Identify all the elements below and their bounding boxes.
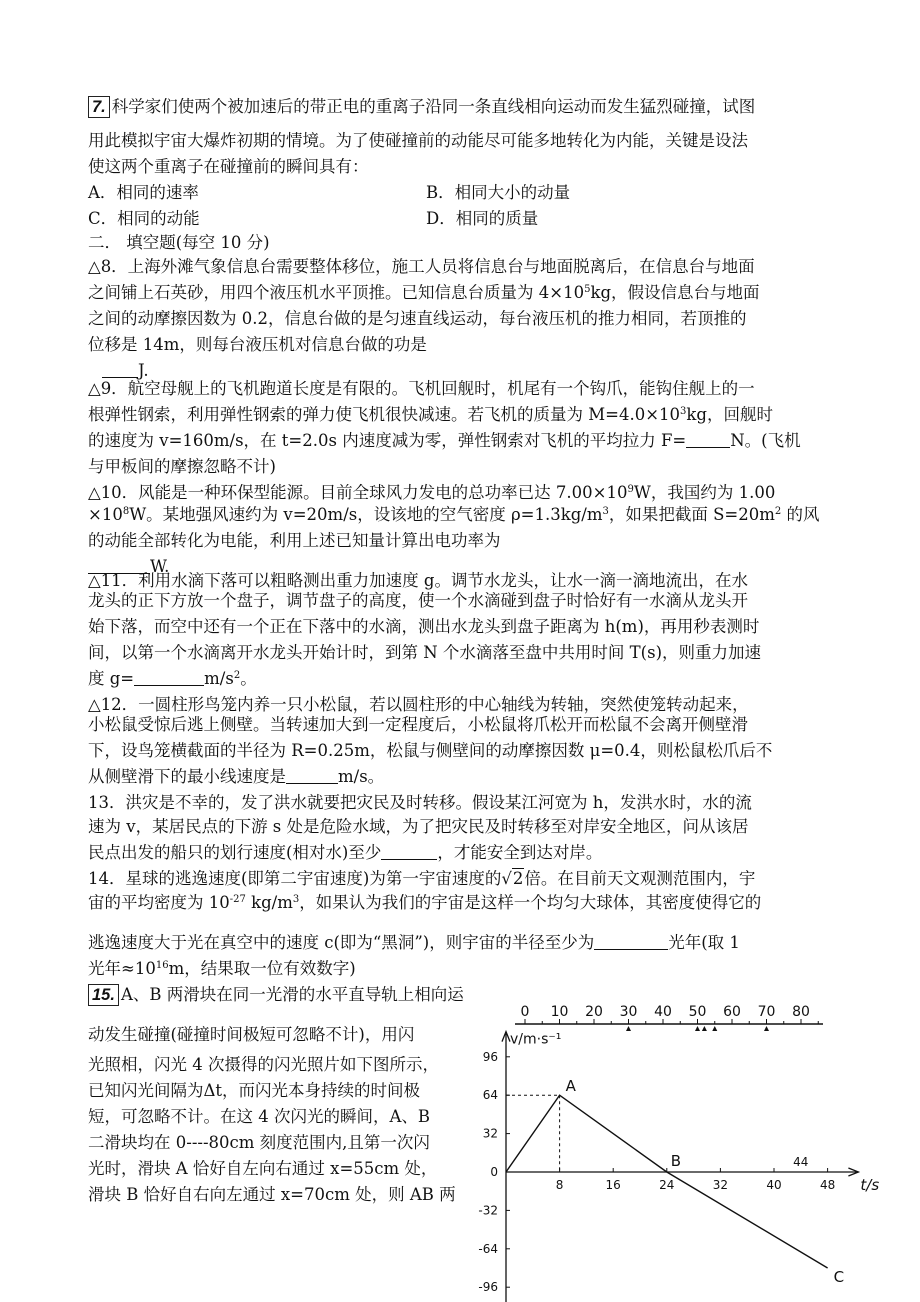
- q8-line-2: 之间铺上石英砂，用四个液压机水平顶推。已知信息台质量为 $4\times 10^5kg$，假设信息台与地面: [88, 283, 760, 302]
- question-number-7: 7.: [88, 96, 110, 118]
- q8-line-1: △8．上海外滩气象信息台需要整体移位，施工人员将信息台与地面脱离后，在信息台与地面: [88, 257, 755, 276]
- y-tick-label: 96: [482, 1049, 498, 1064]
- q7-options-row-1: [88, 182, 764, 204]
- q8-answer-blank[interactable]: [102, 361, 138, 378]
- x-tick-label: 24: [659, 1178, 675, 1192]
- q7-option-c[interactable]: C．相同的动能: [88, 209, 200, 228]
- q11-line-5: 度 $g= m/s^2$。: [88, 669, 257, 688]
- q11-line-2: 龙头的正下方放一个盘子，调节盘子的高度，使一个水滴碰到盘子时恰好有一水滴从龙头开: [88, 591, 748, 610]
- x-tick-label: 40: [766, 1178, 782, 1192]
- y-tick-label: -32: [478, 1203, 498, 1218]
- x-extra-label: 44: [793, 1155, 809, 1169]
- q12-line-4: 从侧壁滑下的最小线速度是 m/s。: [88, 767, 385, 786]
- ruler-tick-label: 70: [757, 1004, 776, 1020]
- ruler-tick-label: 20: [585, 1004, 603, 1020]
- q11-line-3: 始下落，而空中还有一个正在下落中的水滴，测出水龙头到盘子距离为 h(m)，再用秒表测时: [88, 617, 760, 636]
- q9-line-4: 与甲板间的摩擦忽略不计): [88, 457, 276, 476]
- q14-line-2: 宙的平均密度为 $10^{-27}$ $kg/m^3$，如果认为我们的宇宙是这样一个均匀大球体，其密度使得它的: [88, 893, 762, 912]
- velocity-time-graph: [470, 1030, 880, 1302]
- q11-answer-blank[interactable]: [134, 669, 204, 686]
- y-tick-label: 32: [482, 1126, 498, 1141]
- q15-line-6: 二滑块均在 0----80cm 刻度范围内,且第一次闪: [88, 1133, 430, 1152]
- q9-line-1: △9．航空母舰上的飞机跑道长度是有限的。飞机回舰时，机尾有一个钩爪，能钩住舰上的一: [88, 379, 755, 398]
- x-tick-label: 8: [555, 1178, 564, 1192]
- ruler-tick-label: 30: [619, 1004, 638, 1020]
- q8-line-4: 位移是 14m，则每台液压机对信息台做的功是: [88, 335, 427, 354]
- q13-answer-blank[interactable]: [381, 843, 437, 860]
- section-2-heading: 二． 填空题(每空 10 分): [88, 233, 270, 252]
- q11-line-1: △11．利用水滴下落可以粗略测出重力加速度 g。调节水龙头，让水一滴一滴地流出，在水: [88, 571, 748, 590]
- point-label-b: B: [670, 1152, 682, 1170]
- x-tick-label: 16: [605, 1178, 621, 1192]
- q14-answer-blank[interactable]: [594, 933, 668, 950]
- question-number-15: 15.: [88, 984, 119, 1006]
- y-tick-label: 64: [482, 1088, 498, 1103]
- q11-line-4: 间，以第一个水滴离开水龙头开始计时，到第 N 个水滴落至盘中共用时间 T(s)，则重力加速: [88, 643, 762, 662]
- q9-line-3: 的速度为 v=160m/s，在 t=2.0s 内速度减为零，弹性钢索对飞机的平均拉力 F= N。(飞机: [88, 431, 801, 450]
- q7-options-row-2: [88, 208, 764, 230]
- point-label-c: C: [833, 1268, 845, 1286]
- y-axis-label: v/m·s⁻¹: [510, 1031, 562, 1048]
- q15-line-3: 光照相，闪光 4 次摄得的闪光照片如下图所示，: [88, 1055, 439, 1074]
- ruler-tick-label: 80: [792, 1004, 810, 1020]
- q15-line-4: 已知闪光间隔为Δt，而闪光本身持续的时间极: [88, 1081, 421, 1100]
- q9-answer-blank[interactable]: [686, 431, 730, 448]
- q15-line-7: 光时，滑块 A 恰好自左向右通过 x=55cm 处，: [88, 1159, 438, 1178]
- point-label-a: A: [565, 1077, 576, 1096]
- q15-line-5: 短，可忽略不计。在这 4 次闪光的瞬间，A、B: [88, 1107, 431, 1126]
- q7-text: 科学家们使两个被加速后的带正电的重离子沿同一条直线相向运动而发生猛烈碰撞，试图: [111, 97, 756, 116]
- q12-line-1: △12．一圆柱形鸟笼内养一只小松鼠，若以圆柱形的中心轴线为转轴，突然使笼转动起来，: [88, 695, 749, 714]
- x-tick-label: 32: [712, 1178, 729, 1192]
- q7-option-a[interactable]: A．相同的速率: [88, 183, 199, 202]
- q13-line-2: 速为 v，某居民点的下游 s 处是危险水域，为了把灾民及时转移至对岸安全地区，问从该居: [88, 817, 749, 836]
- ruler-tick-label: 0: [520, 1004, 530, 1020]
- q9-line-2: 根弹性钢索，利用弹性钢索的弹力使飞机很快减速。若飞机的质量为 $M=4.0\times 10^3kg$，回舰时: [88, 405, 773, 424]
- q12-answer-blank[interactable]: [286, 767, 338, 784]
- q12-line-2: 小松鼠受惊后逃上侧壁。当转速加大到一定程度后，小松鼠将爪松开而松鼠不会离开侧壁滑: [88, 715, 748, 734]
- q13-line-1: 13．洪灾是不幸的，发了洪水就要把灾民及时转移。假设某江河宽为 h，发洪水时，水的流: [88, 793, 752, 812]
- q7-option-b[interactable]: B．相同大小的动量: [426, 183, 571, 202]
- x-axis-label: t/s: [860, 1176, 880, 1194]
- q10-line-2: $\times 10^8W$。某地强风速约为 v=20m/s，设该地的空气密度 $\rho=1.3kg/m^3$，如果把截面 $S=20m^2$ 的风: [88, 505, 820, 524]
- ruler-tick-label: 10: [550, 1004, 569, 1020]
- q7-option-d[interactable]: D．相同的质量: [426, 209, 539, 228]
- y-tick-label: -96: [478, 1280, 498, 1295]
- q7-line-2: 用此模拟宇宙大爆炸初期的情境。为了使碰撞前的动能尽可能多地转化为内能，关键是设法: [88, 131, 748, 150]
- q14-line-1: 14．星球的逃逸速度(即第二宇宙速度)为第一宇宙速度的√2倍。在目前天文观测范围内，宇: [88, 869, 756, 888]
- q15-line-8: 滑块 B 恰好自右向左通过 x=70cm 处，则 AB 两: [88, 1185, 456, 1204]
- q10-line-1: △10．风能是一种环保型能源。目前全球风力发电的总功率已达 $7.00\times 10^9W$，我国约为 1.00: [88, 483, 776, 502]
- q8-line-5: J.: [88, 360, 149, 382]
- q8-line-3: 之间的动摩擦因数为 0.2，信息台做的是匀速直线运动，每台液压机的推力相同，若顶推的: [88, 309, 747, 328]
- ruler-tick-label: 40: [654, 1004, 672, 1020]
- ruler-tick-label: 50: [688, 1004, 707, 1020]
- y-tick-label: -64: [478, 1241, 498, 1256]
- q7-line-3: 使这两个重离子在碰撞前的瞬间具有：: [88, 157, 369, 176]
- q14-line-4: 光年$\approx 10^{16}m$，结果取一位有效数字): [88, 959, 356, 978]
- ruler-tick-label: 60: [723, 1004, 741, 1020]
- q15-line-2: 动发生碰撞(碰撞时间极短可忽略不计)，用闪: [88, 1025, 415, 1044]
- q12-line-3: 下，设鸟笼横截面的半径为 R=0.25m，松鼠与侧壁间的动摩擦因数 μ=0.4，则松鼠松爪后不: [88, 741, 773, 760]
- sqrt-symbol: √2: [501, 869, 524, 888]
- q14-line-3: 逃逸速度大于光在真空中的速度 c(即为“黑洞”)，则宇宙的半径至少为 光年(取 1: [88, 933, 740, 952]
- q13-line-3: 民点出发的船只的划行速度(相对水)至少 ，才能安全到达对岸。: [88, 843, 603, 862]
- q10-line-4: W.: [88, 556, 169, 578]
- y-tick-label: 0: [490, 1165, 498, 1179]
- q7-line-1: [88, 96, 755, 118]
- q15-line-1: 15. A、B 两滑块在同一光滑的水平直导轨上相向运: [88, 984, 464, 1006]
- q10-line-3: 的动能全部转化为电能，利用上述已知量计算出电功率为: [88, 531, 501, 550]
- x-tick-label: 48: [819, 1178, 836, 1192]
